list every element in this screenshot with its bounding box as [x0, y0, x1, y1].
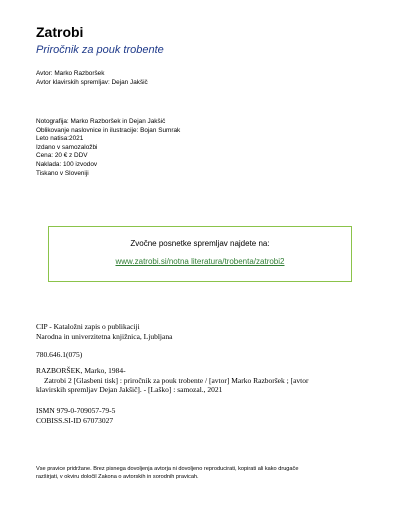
page-title: Zatrobi — [36, 24, 84, 40]
detail-price: Cena: 20 € z DDV — [36, 152, 88, 160]
copyright-line-2: razširjati, v okviru določil Zakona o avtorskih in sorodnih pravicah. — [36, 474, 199, 480]
cip-desc-line-2: klavirskih spremljav Dejan Jakšič]. - [Laško] : samozal., 2021 — [36, 385, 223, 394]
cip-desc-line-1: Zatrobi 2 [Glasbeni tisk] : priročnik za pouk trobente / [avtor] Marko Razboršek ; [avtor — [44, 375, 309, 385]
audio-recordings-box — [48, 226, 352, 282]
detail-printed-in: Tiskano v Sloveniji — [36, 169, 89, 177]
page-subtitle: Priročnik za pouk trobente — [36, 44, 164, 56]
detail-notography: Notografija: Marko Razboršek in Dejan Jakšič — [36, 118, 166, 125]
details-block — [36, 118, 180, 178]
cip-library: Narodna in univerzitetna knjižnica, Ljubljana — [36, 331, 173, 341]
detail-design: Oblikovanje naslovnice in ilustracije: Bojan Sumrak — [36, 126, 181, 134]
audio-box-text: Zvočne posnetke spremljav najdete na: — [130, 239, 270, 248]
cip-heading: CIP - Kataložni zapis o publikaciji — [36, 322, 140, 331]
cip-identifiers — [36, 406, 115, 425]
audio-box-link[interactable]: www.zatrobi.si/notna literatura/trobenta/zatrobi2 — [115, 257, 285, 266]
cip-author-line: RAZBORŠEK, Marko, 1984- — [36, 366, 126, 375]
copyright-line-1: Vse pravice pridržane. Brez pisnega dovoljenja avtorja ni dovoljeno reproducirati, kopirati ali kako drugače — [36, 466, 299, 472]
cip-class-number: 780.646.1(075) — [36, 350, 83, 359]
cip-cobiss: COBISS.SI-ID 67073027 — [36, 415, 114, 425]
detail-publisher: Izdano v samozaložbi — [36, 143, 98, 151]
cip-ismn: ISMN 979-0-709057-79-5 — [36, 406, 116, 415]
cip-block — [36, 322, 172, 341]
author-line: Avtor: Marko Razboršek — [36, 70, 105, 77]
cip-description — [36, 366, 309, 395]
piano-author-line: Avtor klavirskih spremljav: Dejan Jakšič — [36, 78, 148, 86]
authors-block — [36, 70, 148, 87]
detail-year: Leto natisa:2021 — [36, 135, 84, 143]
copyright-footer — [36, 465, 298, 481]
detail-print-run: Naklada: 100 izvodov — [36, 160, 98, 168]
